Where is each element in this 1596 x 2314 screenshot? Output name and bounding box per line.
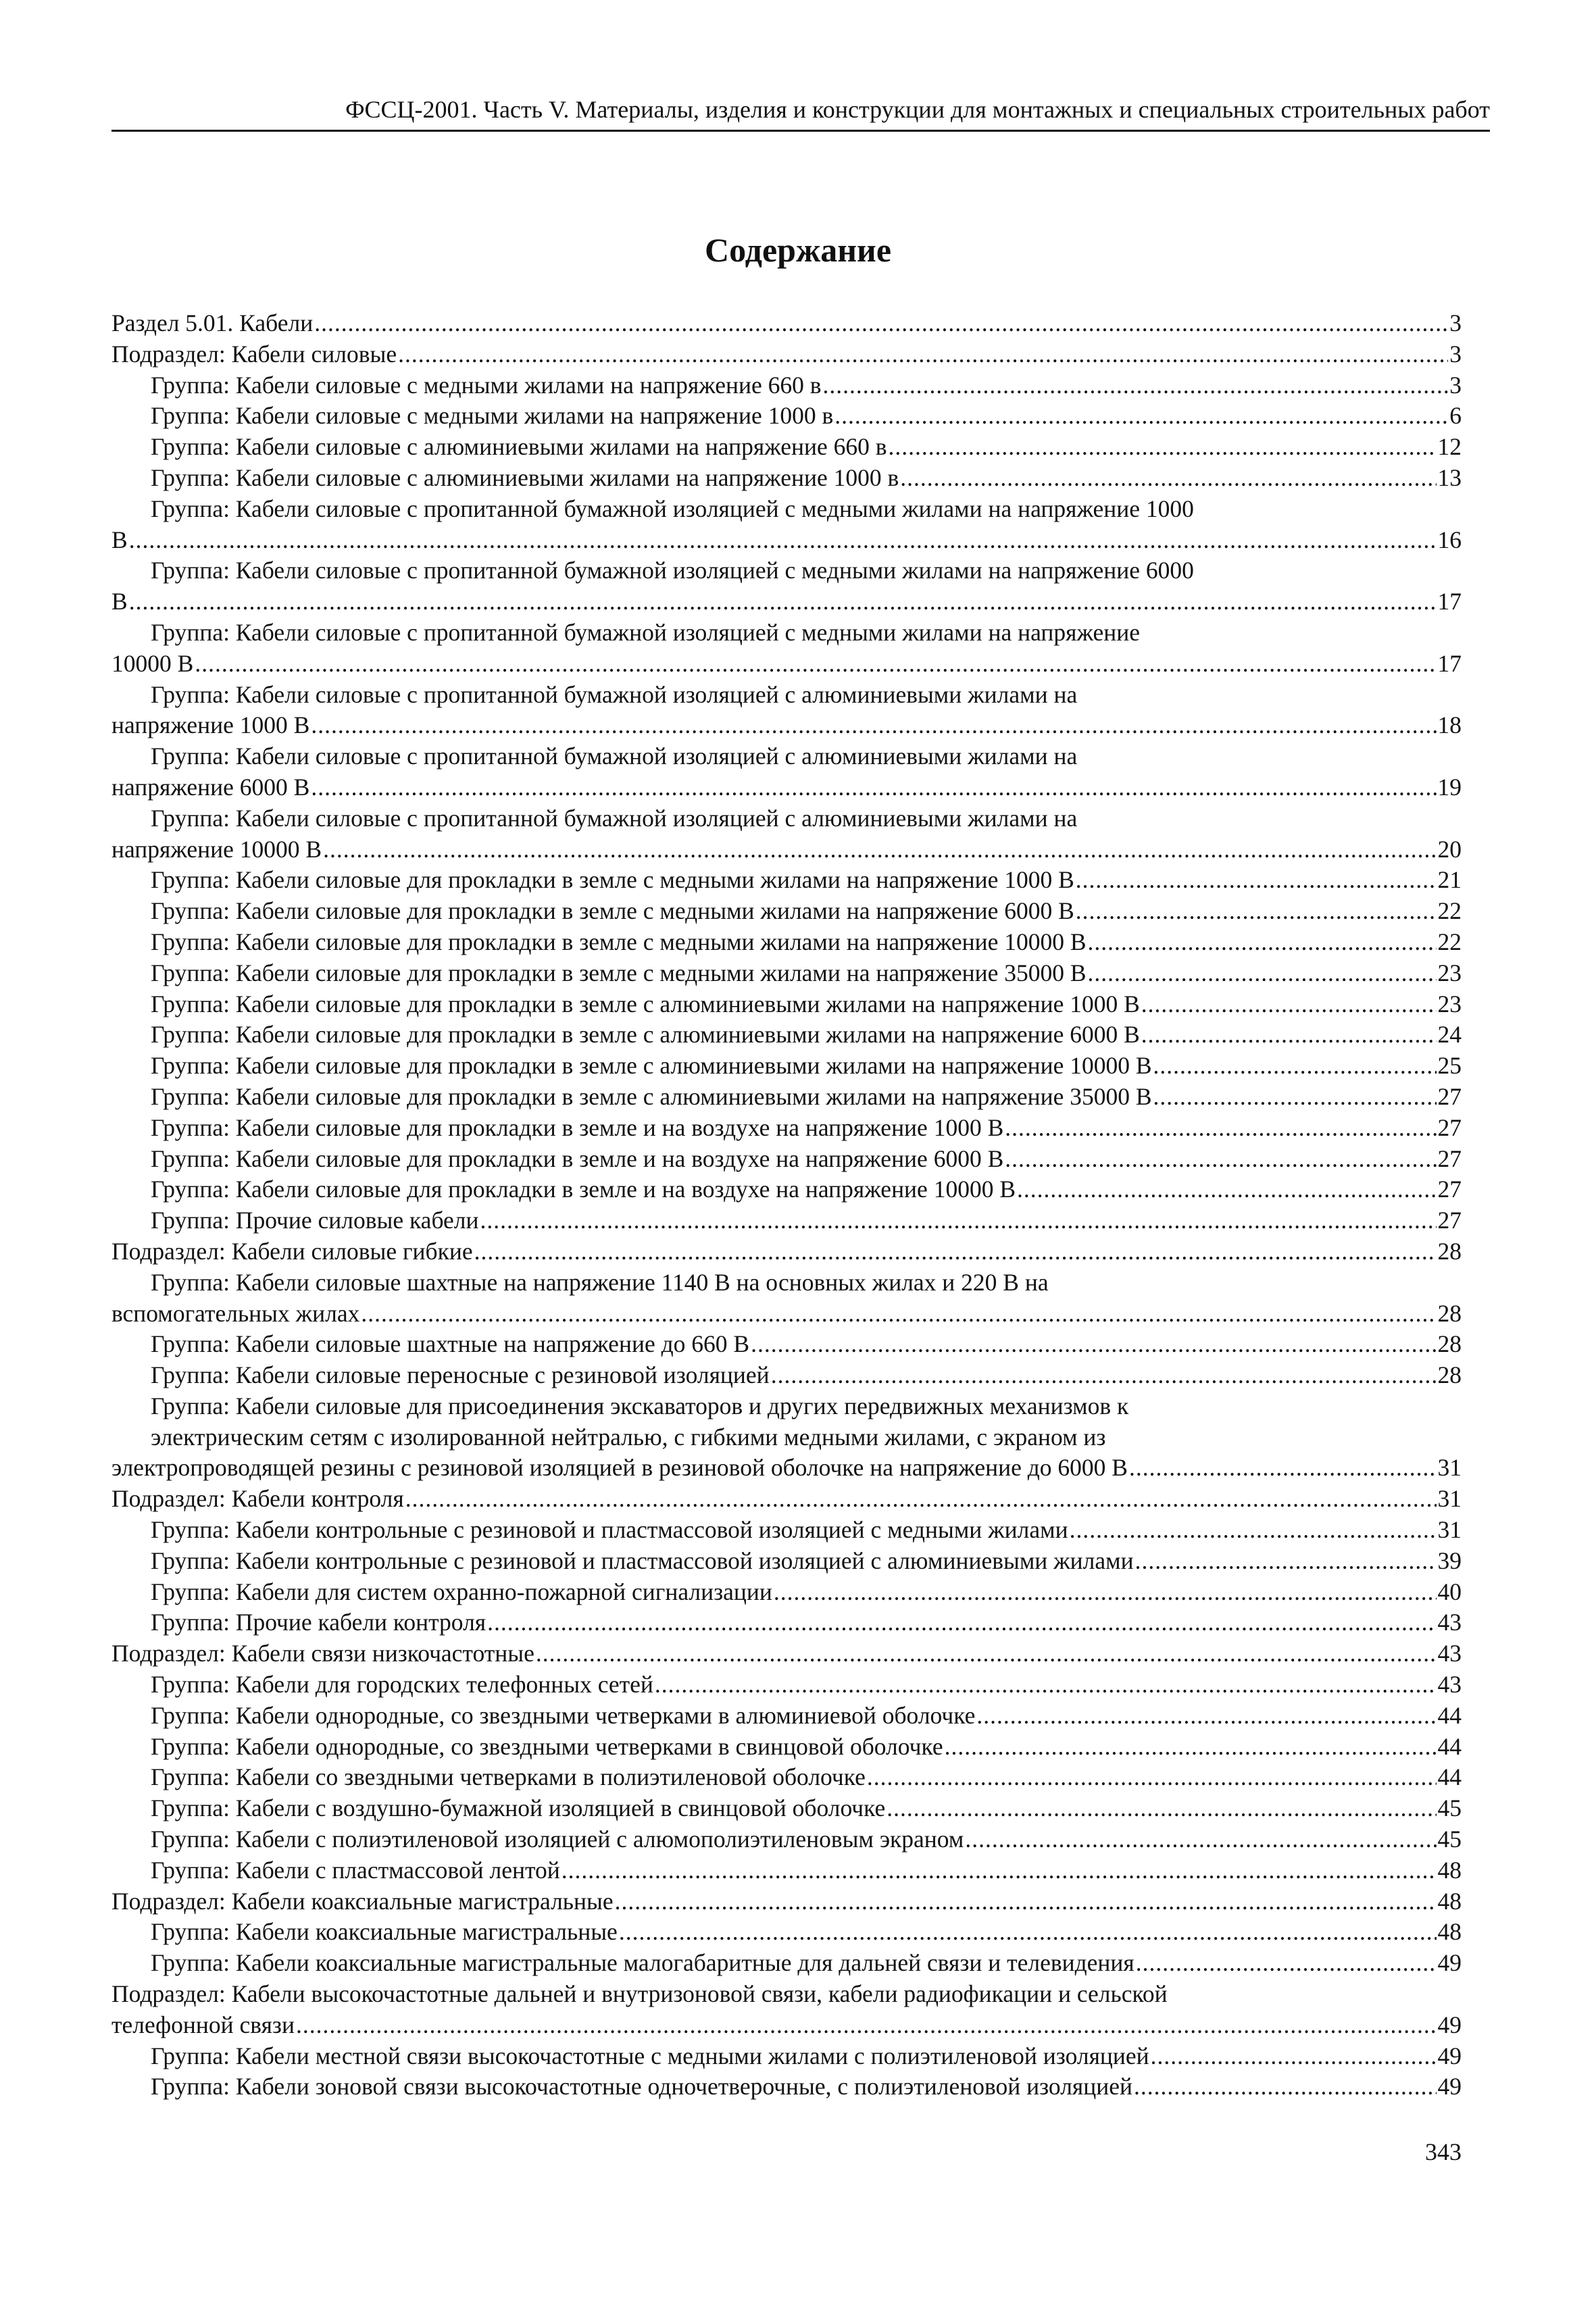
toc-section-entry[interactable] (111, 308, 1462, 339)
toc-page-number: 27 (1437, 1082, 1462, 1110)
toc-group-entry[interactable] (111, 1855, 1462, 1886)
toc-entry-text: Группа: Кабели силовые для прокладки в земле с алюминиевыми жилами на напряжение 10000 В (151, 1052, 1152, 1080)
toc-group-entry[interactable] (111, 1515, 1462, 1546)
dot-leader (311, 710, 1436, 741)
toc-entry-text: Группа: Кабели силовые с алюминиевыми жилами на напряжение 660 в (151, 433, 887, 461)
toc-entry-text: Группа: Кабели силовые переносные с резиновой изоляцией (151, 1361, 770, 1389)
toc-page-number: 43 (1437, 1671, 1462, 1699)
toc-entry-text: напряжение 6000 В (111, 773, 310, 801)
toc-group-entry[interactable] (111, 1577, 1462, 1608)
toc-entry-text: Подраздел: Кабели контроля (111, 1485, 404, 1513)
toc-entry-text: Подраздел: Кабели связи низкочастотные (111, 1640, 534, 1667)
toc-page-number: 24 (1437, 1021, 1462, 1049)
toc-section-entry[interactable] (111, 1236, 1462, 1267)
toc-entry-text: Группа: Кабели силовые с пропитанной бумажной изоляцией с медными жилами на напряжение (151, 618, 1141, 646)
toc-section-entry[interactable] (111, 1979, 1462, 2041)
toc-group-entry[interactable] (111, 370, 1462, 401)
toc-group-entry[interactable] (111, 1113, 1462, 1144)
toc-entry-text: Подраздел: Кабели силовые (111, 340, 397, 368)
toc-page-number: 13 (1437, 463, 1462, 491)
toc-group-entry[interactable] (111, 1391, 1462, 1484)
toc-page-number: 27 (1437, 1145, 1462, 1172)
toc-entry-text: Раздел 5.01. Кабели (111, 309, 314, 336)
table-of-contents (111, 308, 1462, 2103)
toc-page-number: 27 (1437, 1113, 1462, 1141)
toc-page-number: 39 (1437, 1546, 1462, 1574)
toc-group-entry[interactable] (111, 896, 1462, 927)
toc-entry-text: Группа: Прочие силовые кабели (151, 1207, 479, 1234)
dot-leader (887, 1793, 1436, 1824)
toc-page-number: 25 (1437, 1052, 1462, 1080)
dot-leader (480, 1205, 1437, 1236)
toc-group-entry[interactable] (111, 927, 1462, 958)
toc-group-entry[interactable] (111, 989, 1462, 1020)
dot-leader (1135, 1546, 1437, 1577)
toc-page-number: 21 (1437, 866, 1462, 894)
toc-page-number: 28 (1437, 1330, 1462, 1358)
toc-entry-text: Группа: Кабели силовые шахтные на напряжение до 660 В (151, 1330, 750, 1358)
toc-group-entry[interactable] (111, 1701, 1462, 1732)
toc-page-number: 18 (1437, 711, 1462, 739)
toc-page-number: 22 (1437, 897, 1462, 925)
dot-leader (1017, 1174, 1437, 1205)
running-header: ФССЦ-2001. Часть V. Материалы, изделия и конструкции для монтажных и специальных строительных работ (111, 93, 1490, 132)
toc-group-entry[interactable] (111, 1948, 1462, 1979)
page-title: Содержание (704, 231, 892, 269)
toc-entry-text: Группа: Кабели силовые для прокладки в земле с алюминиевыми жилами на напряжение 6000 В (151, 1021, 1140, 1049)
toc-page-number: 31 (1437, 1485, 1462, 1513)
toc-group-entry[interactable] (111, 865, 1462, 896)
dot-leader (129, 586, 1437, 618)
toc-entry-text: Подраздел: Кабели коаксиальные магистральные (111, 1887, 614, 1915)
toc-group-entry[interactable] (111, 2071, 1462, 2103)
toc-page-number: 23 (1437, 990, 1462, 1017)
toc-group-entry[interactable] (111, 1546, 1462, 1577)
dot-leader (888, 432, 1436, 463)
dot-leader (296, 2010, 1437, 2041)
toc-page-number: 44 (1437, 1732, 1462, 1760)
toc-group-entry[interactable] (111, 1329, 1462, 1360)
toc-entry-text: Группа: Кабели силовые шахтные на напряжение 1140 В на основных жилах и 220 В на (151, 1268, 1049, 1296)
toc-entry-text: Группа: Кабели однородные, со звездными четверками в свинцовой оболочке (151, 1732, 943, 1760)
toc-page-number: 27 (1437, 1207, 1462, 1234)
toc-page-number: 20 (1437, 835, 1462, 863)
dot-leader (655, 1669, 1437, 1701)
dot-leader (311, 772, 1436, 803)
toc-group-entry[interactable] (111, 1732, 1462, 1763)
toc-page-number: 16 (1437, 526, 1462, 553)
toc-page-number: 45 (1437, 1794, 1462, 1822)
toc-group-entry[interactable] (111, 1762, 1462, 1793)
dot-leader (1070, 1515, 1437, 1546)
toc-page-number: 31 (1437, 1454, 1462, 1482)
toc-group-entry[interactable] (111, 1205, 1462, 1236)
dot-leader (195, 649, 1436, 680)
toc-entry-text: Группа: Кабели силовые для прокладки в земле с медными жилами на напряжение 35000 В (151, 959, 1087, 986)
toc-entry-text: Группа: Кабели силовые с пропитанной бумажной изоляцией с алюминиевыми жилами на (151, 743, 1078, 770)
toc-group-entry[interactable] (111, 463, 1462, 494)
toc-page-number: 12 (1437, 433, 1462, 461)
toc-page-number: 27 (1437, 1176, 1462, 1203)
dot-leader (487, 1607, 1436, 1638)
toc-entry-text: Группа: Кабели контрольные с резиновой и пластмассовой изоляцией с медными жилами (151, 1516, 1068, 1544)
toc-entry-text: электрическим сетям с изолированной нейтралью, с гибкими медными жилами, с экраном из (151, 1423, 1106, 1451)
toc-entry-text: Группа: Кабели силовые для прокладки в земле и на воздухе на напряжение 1000 В (151, 1113, 1004, 1141)
toc-section-entry[interactable] (111, 1886, 1462, 1917)
toc-entry-text: телефонной связи (111, 2011, 295, 2038)
dot-leader (1136, 1948, 1437, 1979)
toc-entry-text: В (111, 588, 128, 615)
page-number: 343 (1425, 2138, 1462, 2165)
toc-page-number: 31 (1437, 1516, 1462, 1544)
dot-leader (1141, 989, 1437, 1020)
dot-leader (945, 1732, 1437, 1763)
toc-entry-text: Группа: Кабели силовые для прокладки в земле с медными жилами на напряжение 10000 В (151, 928, 1087, 955)
toc-entry-text: Группа: Кабели силовые для присоединения экскаваторов и других передвижных механизмов к (151, 1392, 1129, 1419)
toc-entry-text: напряжение 1000 В (111, 711, 310, 739)
toc-page-number: 43 (1437, 1609, 1462, 1636)
dot-leader (976, 1701, 1436, 1732)
toc-page-number: 43 (1437, 1640, 1462, 1667)
dot-leader (1141, 1020, 1437, 1051)
toc-page-number: 48 (1437, 1856, 1462, 1884)
dot-leader (900, 463, 1436, 494)
toc-entry-text: Группа: Кабели силовые для прокладки в земле и на воздухе на напряжение 10000 В (151, 1176, 1016, 1203)
toc-page-number: 48 (1437, 1887, 1462, 1915)
toc-page-number: 3 (1449, 340, 1462, 368)
toc-entry-text: Группа: Кабели местной связи высокочастотные с медными жилами с полиэтиленовой изоляцией (151, 2042, 1149, 2069)
dot-leader (619, 1917, 1437, 1948)
toc-page-number: 49 (1437, 1949, 1462, 1977)
toc-entry-text: Группа: Кабели силовые с пропитанной бумажной изоляцией с медными жилами на напряжение 1000 (151, 495, 1194, 522)
dot-leader (774, 1577, 1437, 1608)
toc-group-entry[interactable] (111, 618, 1462, 680)
toc-page-number: 28 (1437, 1237, 1462, 1265)
toc-group-entry[interactable] (111, 1174, 1462, 1205)
toc-page-number: 49 (1437, 2011, 1462, 2038)
toc-page-number: 28 (1437, 1361, 1462, 1389)
dot-leader (1153, 1082, 1437, 1113)
toc-group-entry[interactable] (111, 1082, 1462, 1113)
toc-page-number: 3 (1449, 309, 1462, 336)
toc-entry-text: Группа: Кабели силовые для прокладки в земле с алюминиевыми жилами на напряжение 1000 В (151, 990, 1140, 1017)
toc-entry-text: Группа: Кабели силовые с медными жилами на напряжение 1000 в (151, 402, 834, 430)
dot-leader (405, 1484, 1437, 1515)
dot-leader (536, 1638, 1437, 1669)
toc-page-number: 45 (1437, 1826, 1462, 1853)
dot-leader (474, 1236, 1437, 1267)
toc-group-entry[interactable] (111, 494, 1462, 556)
toc-group-entry[interactable] (111, 1051, 1462, 1082)
dot-leader (867, 1762, 1437, 1793)
toc-group-entry[interactable] (111, 1793, 1462, 1824)
toc-page-number: 6 (1449, 402, 1462, 430)
toc-group-entry[interactable] (111, 958, 1462, 989)
toc-entry-text: Группа: Кабели силовые для прокладки в земле с медными жилами на напряжение 6000 В (151, 897, 1074, 925)
toc-entry-text: Группа: Кабели коаксиальные магистральные (151, 1918, 618, 1946)
toc-page-number: 49 (1437, 2042, 1462, 2069)
toc-page-number: 44 (1437, 1701, 1462, 1729)
toc-entry-text: Группа: Кабели силовые с пропитанной бумажной изоляцией с алюминиевыми жилами на (151, 680, 1078, 708)
toc-group-entry[interactable] (111, 1917, 1462, 1948)
toc-group-entry[interactable] (111, 1607, 1462, 1638)
dot-leader (314, 308, 1448, 339)
toc-entry-text: Группа: Кабели силовые для прокладки в земле с алюминиевыми жилами на напряжение 35000 В (151, 1082, 1152, 1110)
toc-group-entry[interactable] (111, 741, 1462, 803)
toc-section-entry[interactable] (111, 1484, 1462, 1515)
toc-page-number: 49 (1437, 2073, 1462, 2101)
dot-leader (1129, 1453, 1437, 1484)
toc-page-number: 40 (1437, 1578, 1462, 1605)
toc-page-number: 17 (1437, 649, 1462, 677)
toc-group-entry[interactable] (111, 1144, 1462, 1175)
toc-entry-text: Группа: Кабели силовые с пропитанной бумажной изоляцией с алюминиевыми жилами на (151, 804, 1078, 832)
toc-group-entry[interactable] (111, 401, 1462, 432)
toc-group-entry[interactable] (111, 803, 1462, 865)
toc-entry-text: Группа: Кабели для городских телефонных сетей (151, 1671, 653, 1699)
dot-leader (834, 401, 1448, 432)
toc-entry-text: Группа: Кабели с полиэтиленовой изоляцией с алюмополиэтиленовым экраном (151, 1826, 964, 1853)
dot-leader (129, 525, 1437, 556)
toc-entry-text: Группа: Кабели силовые для прокладки в земле и на воздухе на напряжение 6000 В (151, 1145, 1004, 1172)
toc-entry-text: Группа: Кабели контрольные с резиновой и пластмассовой изоляцией с алюминиевыми жилами (151, 1546, 1134, 1574)
toc-page-number: 44 (1437, 1763, 1462, 1791)
toc-entry-text: Группа: Кабели со звездными четверками в полиэтиленовой оболочке (151, 1763, 866, 1791)
dot-leader (1151, 2041, 1437, 2072)
dot-leader (751, 1329, 1436, 1360)
dot-leader (1134, 2071, 1436, 2103)
dot-leader (1076, 865, 1437, 896)
dot-leader (615, 1886, 1437, 1917)
toc-group-entry[interactable] (111, 555, 1462, 618)
dot-leader (1088, 958, 1437, 989)
toc-page-number: 17 (1437, 588, 1462, 615)
toc-entry-text: Группа: Прочие кабели контроля (151, 1609, 487, 1636)
toc-page-number: 28 (1437, 1299, 1462, 1327)
toc-group-entry[interactable] (111, 680, 1462, 742)
toc-section-entry[interactable] (111, 339, 1462, 370)
toc-group-entry[interactable] (111, 1267, 1462, 1330)
toc-entry-text: вспомогательных жилах (111, 1299, 360, 1327)
toc-entry-text: Группа: Кабели силовые для прокладки в земле с медными жилами на напряжение 1000 В (151, 866, 1074, 894)
toc-entry-text: электропроводящей резины с резиновой изоляцией в резиновой оболочке на напряжение до 6000 В (111, 1454, 1128, 1482)
dot-leader (1005, 1113, 1436, 1144)
toc-entry-text: Группа: Кабели силовые с медными жилами на напряжение 660 в (151, 371, 822, 399)
dot-leader (398, 339, 1448, 370)
dot-leader (965, 1824, 1436, 1855)
dot-leader (323, 834, 1436, 865)
toc-page-number: 3 (1449, 371, 1462, 399)
toc-entry-text: Группа: Кабели для систем охранно-пожарной сигнализации (151, 1578, 772, 1605)
toc-entry-text: Подраздел: Кабели силовые гибкие (111, 1237, 473, 1265)
toc-page-number: 19 (1437, 773, 1462, 801)
toc-entry-text: напряжение 10000 В (111, 835, 322, 863)
toc-entry-text: 10000 В (111, 649, 194, 677)
toc-entry-text: Подраздел: Кабели высокочастотные дальней и внутризоновой связи, кабели радиофикации и сельской (111, 1980, 1168, 2008)
toc-group-entry[interactable] (111, 1824, 1462, 1855)
dot-leader (1005, 1144, 1436, 1175)
toc-group-entry[interactable] (111, 1020, 1462, 1051)
toc-section-entry[interactable] (111, 1638, 1462, 1669)
toc-entry-text: Группа: Кабели силовые с пропитанной бумажной изоляцией с медными жилами на напряжение 6000 (151, 557, 1194, 584)
toc-group-entry[interactable] (111, 2041, 1462, 2072)
toc-entry-text: Группа: Кабели с пластмассовой лентой (151, 1856, 560, 1884)
dot-leader (361, 1299, 1436, 1330)
dot-leader (1153, 1051, 1437, 1082)
toc-entry-text: Группа: Кабели однородные, со звездными четверками в алюминиевой оболочке (151, 1701, 976, 1729)
toc-entry-text: В (111, 526, 128, 553)
toc-entry-text: Группа: Кабели зоновой связи высокочастотные одночетверочные, с полиэтиленовой изоляцией (151, 2073, 1133, 2101)
dot-leader (562, 1855, 1437, 1886)
toc-page-number: 48 (1437, 1918, 1462, 1946)
toc-page-number: 22 (1437, 928, 1462, 955)
toc-entry-text: Группа: Кабели с воздушно-бумажной изоляцией в свинцовой оболочке (151, 1794, 886, 1822)
toc-group-entry[interactable] (111, 432, 1462, 463)
toc-page-number: 23 (1437, 959, 1462, 986)
toc-group-entry[interactable] (111, 1360, 1462, 1391)
dot-leader (822, 370, 1448, 401)
toc-entry-text: Группа: Кабели коаксиальные магистральные малогабаритные для дальней связи и телевидения (151, 1949, 1134, 1977)
toc-group-entry[interactable] (111, 1669, 1462, 1701)
dot-leader (1076, 896, 1437, 927)
dot-leader (1088, 927, 1437, 958)
toc-entry-text: Группа: Кабели силовые с алюминиевыми жилами на напряжение 1000 в (151, 463, 899, 491)
dot-leader (771, 1360, 1437, 1391)
